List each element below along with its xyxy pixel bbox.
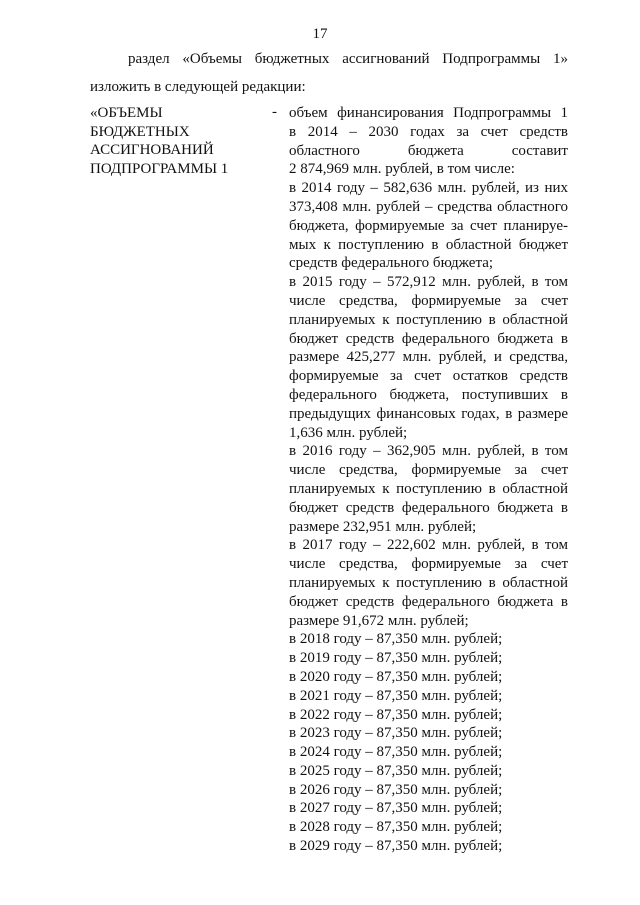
year-2015-paragraph: в 2015 году – 572,912 млн. рублей, в том числе средства, формируемые за счет планируемых к поступлению в областной бюджет средств федерального бюджета в размере 425,277 млн. рублей, и средства, формируемые за счет остатков средств федерального бюджета, поступивших в предыдущих финансовых годах, в размере 1,636 млн. рублей;: [289, 274, 568, 441]
year-line: в 2024 году – 87,350 млн. рублей;: [289, 744, 503, 761]
year-line: в 2020 году – 87,350 млн. рублей;: [289, 668, 503, 685]
item-dash: -: [272, 104, 277, 120]
heading-line: ПОДПРОГРАММЫ 1: [90, 161, 229, 178]
year-line: в 2023 году – 87,350 млн. рублей;: [289, 725, 503, 742]
year-line: в 2021 году – 87,350 млн. рублей;: [289, 687, 503, 704]
heading-line: АССИГНОВАНИЙ: [90, 142, 214, 159]
year-line: в 2028 году – 87,350 млн. рублей;: [289, 819, 503, 836]
heading-line: БЮДЖЕТНЫХ: [90, 123, 190, 140]
year-2017-paragraph: в 2017 году – 222,602 млн. рублей, в том числе средства, формируемые за счет планируемых к поступлению в областной бюджет средств федерального бюджета в размере 91,672 млн. рублей;: [289, 537, 568, 629]
year-line: в 2025 году – 87,350 млн. рублей;: [289, 762, 503, 779]
total-line: областного бюджета составит: [289, 142, 568, 159]
year-2014-paragraph: в 2014 году – 582,636 млн. рублей, из них 373,408 млн. рублей – средства областного бюджета, формируемые за счет планируе-мых к поступлению в областной бюджет средств федерального бюджета;: [289, 180, 568, 272]
year-line: в 2027 году – 87,350 млн. рублей;: [289, 800, 503, 817]
page-number: 17: [312, 26, 328, 42]
total-line: объем финансирования Подпрограммы 1: [289, 105, 568, 121]
year-2016-paragraph: в 2016 году – 362,905 млн. рублей, в том числе средства, формируемые за счет планируемых к поступлению в областной бюджет средств федерального бюджета в размере 232,951 млн. рублей;: [289, 443, 568, 535]
heading-line: «ОБЪЕМЫ: [90, 105, 163, 121]
intro-line-2: изложить в следующей редакции:: [90, 79, 306, 95]
year-line: в 2018 году – 87,350 млн. рублей;: [289, 631, 503, 648]
year-line: в 2022 году – 87,350 млн. рублей;: [289, 706, 503, 723]
intro-line-1: раздел «Объемы бюджетных ассигнований Подпрограммы 1»: [128, 51, 568, 67]
year-line: в 2019 году – 87,350 млн. рублей;: [289, 650, 503, 667]
total-line: 2 874,969 млн. рублей, в том числе:: [289, 161, 515, 178]
year-line: в 2026 году – 87,350 млн. рублей;: [289, 781, 503, 798]
section-heading: [90, 104, 260, 179]
total-line: в 2014 – 2030 годах за счет средств: [289, 123, 568, 140]
funding-text: [289, 104, 568, 856]
year-line: в 2029 году – 87,350 млн. рублей;: [289, 838, 503, 855]
